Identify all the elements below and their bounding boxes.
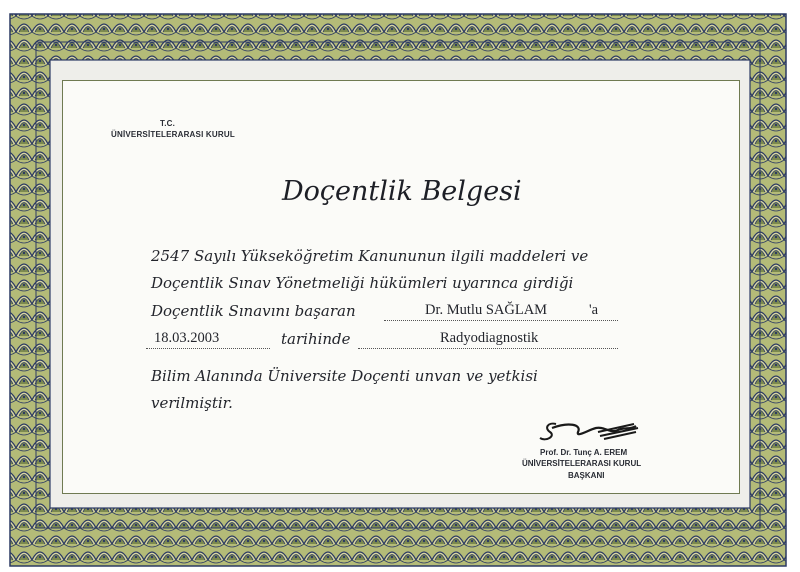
body-line-6: verilmiştir. (151, 394, 233, 412)
header-tc: T.C. (160, 119, 176, 128)
field-of-study: Radyodiagnostik (440, 330, 539, 346)
recipient-underline (384, 320, 618, 321)
certificate-title: Doçentlik Belgesi (282, 176, 522, 207)
date-label: tarihinde (281, 330, 351, 348)
signatory-name: Prof. Dr. Tunç A. EREM (540, 448, 628, 457)
body-line-3: Doçentlik Sınavını başaran (151, 302, 356, 320)
signatory-org: ÜNİVERSİTELERARASI KURUL (522, 459, 642, 468)
signatory-role: BAŞKANI (568, 471, 605, 480)
body-line-5: Bilim Alanında Üniversite Doçenti unvan ve yetkisi (151, 367, 538, 385)
field-underline (358, 348, 618, 349)
body-line-2: Doçentlik Sınav Yönetmeliği hükümleri uyarınca girdiği (151, 274, 574, 292)
signature-image (538, 418, 646, 448)
recipient-name: Dr. Mutlu SAĞLAM (425, 302, 548, 318)
exam-date: 18.03.2003 (154, 330, 220, 346)
recipient-suffix: 'a (589, 302, 599, 318)
body-line-1: 2547 Sayılı Yükseköğretim Kanununun ilgili maddeleri ve (151, 247, 589, 265)
header-council: ÜNİVERSİTELERARASI KURUL (111, 130, 235, 139)
date-underline (146, 348, 270, 349)
